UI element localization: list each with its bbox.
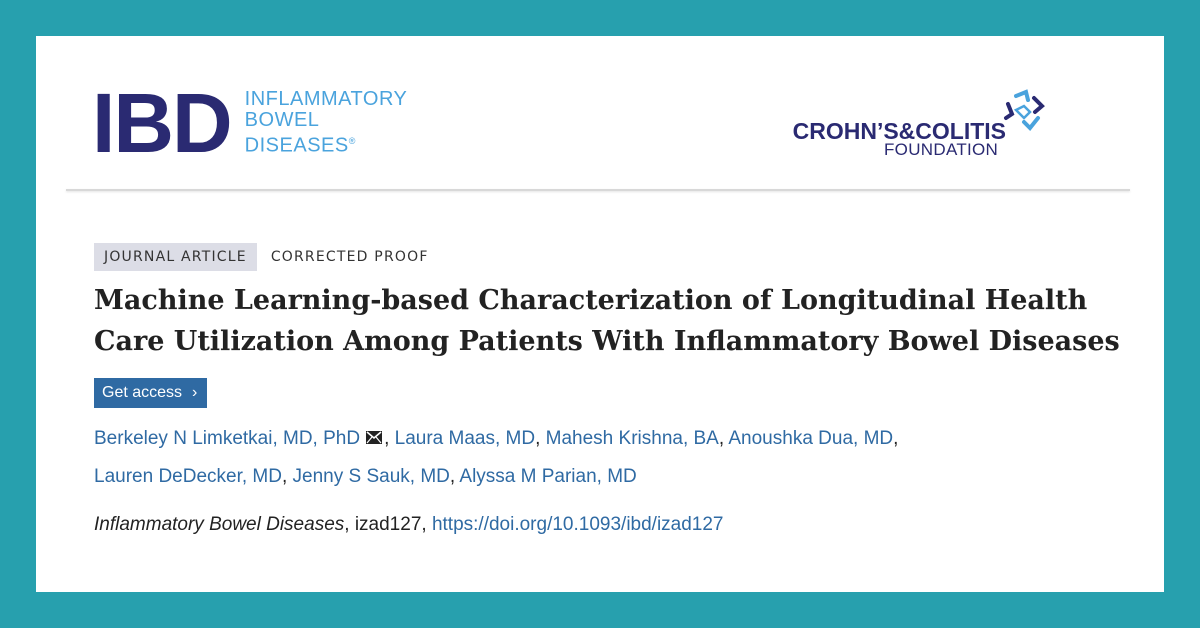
registered-mark: ® xyxy=(348,136,356,147)
author-link[interactable]: Alyssa M Parian, MD xyxy=(459,466,637,487)
author-link[interactable]: Laura Maas, MD xyxy=(394,428,536,449)
ibd-logo-line-2: BOWEL xyxy=(244,109,320,132)
citation-journal: Inflammatory Bowel Diseases xyxy=(94,514,345,535)
get-access-button[interactable] xyxy=(94,378,207,408)
author-link[interactable]: Berkeley N Limketkai, MD, PhD xyxy=(94,428,361,449)
article-type-badge: JOURNAL ARTICLE xyxy=(94,243,257,271)
article-card xyxy=(36,36,1164,592)
author-list: Berkeley N Limketkai, MD, PhD , Laura Maas, MD, Mahesh Krishna, BA, Anoushka Dua, MD, Lauren DeDecker, MD, Jenny S Sauk, MD, Alyssa M Parian, MD xyxy=(94,428,899,487)
author-link[interactable]: Mahesh Krishna, BA xyxy=(545,428,719,449)
crohns-colitis-foundation-logo[interactable] xyxy=(792,88,1104,164)
article-title-line-1: Machine Learning-based Characterization of Longitudinal Health xyxy=(94,285,1088,316)
get-access-label: Get access xyxy=(102,384,183,401)
foundation-star-icon xyxy=(1002,88,1046,132)
ibd-logo-line-3-wrap xyxy=(245,131,408,157)
ibd-logo-line-1: INFLAMMATORY xyxy=(244,88,408,111)
foundation-name: CROHN’S&COLITIS xyxy=(792,118,1006,144)
ibd-logo-mark: IBD xyxy=(92,76,231,170)
ibd-logo-line-3: DISEASES xyxy=(244,134,349,157)
chevron-right-icon: › xyxy=(192,384,198,401)
ibd-logo-wordmark xyxy=(245,89,408,157)
foundation-subtitle: FOUNDATION xyxy=(884,140,999,159)
doi-link[interactable]: https://doi.org/10.1093/ibd/izad127 xyxy=(431,514,724,535)
author-link[interactable]: Lauren DeDecker, MD xyxy=(94,466,282,487)
article-title xyxy=(94,280,1134,362)
ibd-journal-logo[interactable] xyxy=(92,76,408,170)
envelope-icon[interactable] xyxy=(366,431,382,444)
author-link[interactable]: Anoushka Dua, MD xyxy=(728,428,894,449)
citation: Inflammatory Bowel Diseases, izad127, https://doi.org/10.1093/ibd/izad127 xyxy=(94,514,724,535)
article-status: CORRECTED PROOF xyxy=(270,249,429,265)
author-link[interactable]: Jenny S Sauk, MD xyxy=(292,466,450,487)
header-divider xyxy=(66,189,1130,191)
article-title-line-2: Care Utilization Among Patients With Inflammatory Bowel Diseases xyxy=(94,326,1120,357)
article-badges xyxy=(94,243,429,271)
citation-id: izad127 xyxy=(354,514,422,535)
